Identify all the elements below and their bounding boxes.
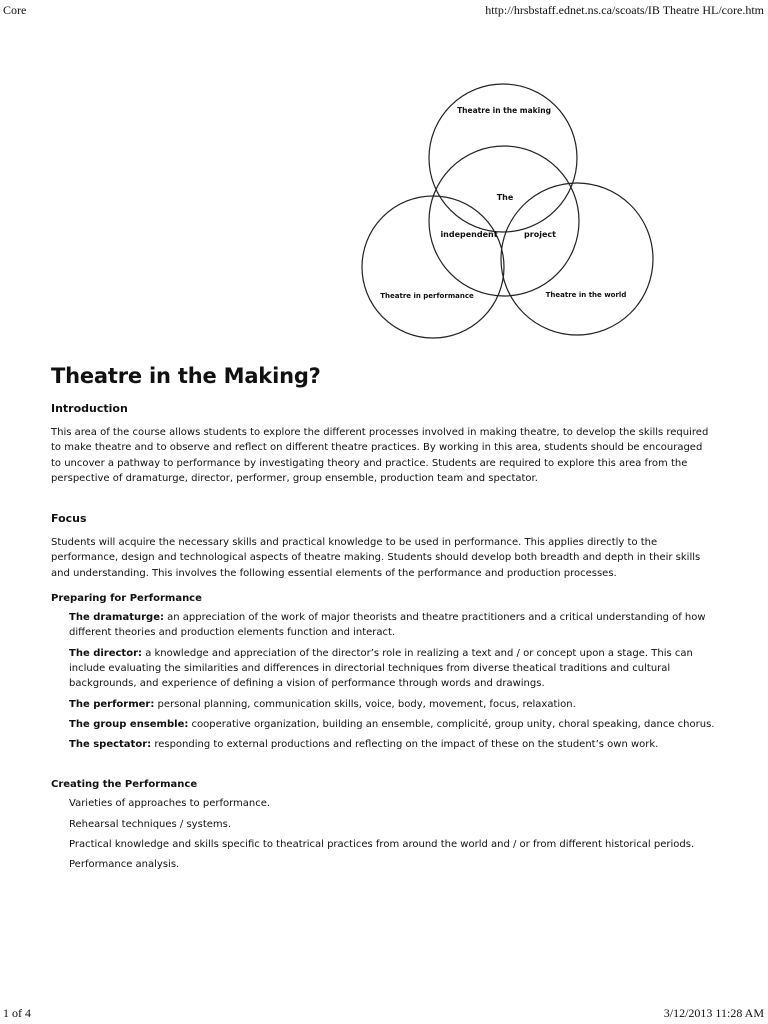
def-term: The spectator: (69, 739, 152, 751)
label-center-the: The (496, 193, 514, 202)
page-header-title: Core (3, 3, 27, 17)
label-theatre-in-the-making: Theatre in the making (457, 106, 551, 115)
def-text: a knowledge and appreciation of the director’s role in realizing a text and / or concept upon a stage. This can include evaluating the similarities and differences in directorial techniques from diverse theatical traditions and cultural backgrounds, and experience of defining a vision of performance through words and drawings. (69, 647, 693, 690)
label-center-project: project (524, 230, 556, 239)
def-text: an appreciation of the work of major theorists and theatre practitioners and a critical understanding of how different theories and production elements function and interact. (69, 612, 706, 639)
list-item: Varieties of approaches to performance. (69, 798, 271, 810)
label-theatre-in-the-world: Theatre in the world (545, 291, 627, 299)
def-term: The performer: (69, 698, 155, 710)
introduction-heading: Introduction (51, 402, 128, 415)
def-text: responding to external productions and reflecting on the impact of these on the student’s own work. (151, 739, 659, 751)
venn-diagram (352, 66, 722, 356)
label-center-independent: independent (440, 230, 498, 239)
list-item: Performance analysis. (69, 859, 180, 871)
list-item: Practical knowledge and skills specific to theatrical practices from around the world and / or from different historical periods. (69, 839, 695, 851)
def-group-ensemble (69, 717, 715, 732)
def-text: cooperative organization, building an ensemble, complicité, group unity, choral speaking, dance chorus. (188, 718, 715, 730)
creating-heading: Creating the Performance (51, 779, 198, 791)
list-item: Rehearsal techniques / systems. (69, 818, 232, 830)
def-term: The group ensemble: (69, 718, 189, 730)
main-content (51, 364, 715, 878)
page-header-url: http://hrsbstaff.ednet.ns.ca/scoats/IB Theatre HL/core.htm (485, 3, 764, 17)
focus-text: Students will acquire the necessary skills and practical knowledge to be used in performance. This applies directly to the performance, design and technological aspects of theatre making. Students should develop both breadth and depth in their skills and understanding. This involves the following essential elements of the performance and production processes. (51, 537, 701, 579)
def-term: The director: (69, 647, 143, 659)
preparing-heading: Preparing for Performance (51, 593, 202, 605)
def-performer (69, 697, 715, 712)
page-footer-pagenum: 1 of 4 (3, 1006, 31, 1020)
def-spectator (69, 737, 715, 752)
circle-theatre-in-performance (362, 196, 504, 338)
page-title: Theatre in the Making? (51, 364, 321, 388)
def-text: personal planning, communication skills, voice, body, movement, focus, relaxation. (154, 698, 576, 710)
def-director (69, 646, 715, 692)
page-footer-timestamp: 3/12/2013 11:28 AM (663, 1006, 764, 1020)
def-term: The dramaturge: (69, 612, 164, 624)
introduction-text: This area of the course allows students to explore the different processes involved in making theatre, to develop the skills required to make theatre and to observe and reflect on different theatre practices. By working in this area, students should be encouraged to uncover a pathway to performance by investigating theory and practice. Students are required to explore this area from the perspective of dramaturge, director, performer, group ensemble, production team and spectator. (51, 427, 709, 484)
def-dramaturge (69, 610, 715, 641)
focus-heading: Focus (51, 512, 87, 526)
label-theatre-in-performance: Theatre in performance (380, 292, 474, 300)
